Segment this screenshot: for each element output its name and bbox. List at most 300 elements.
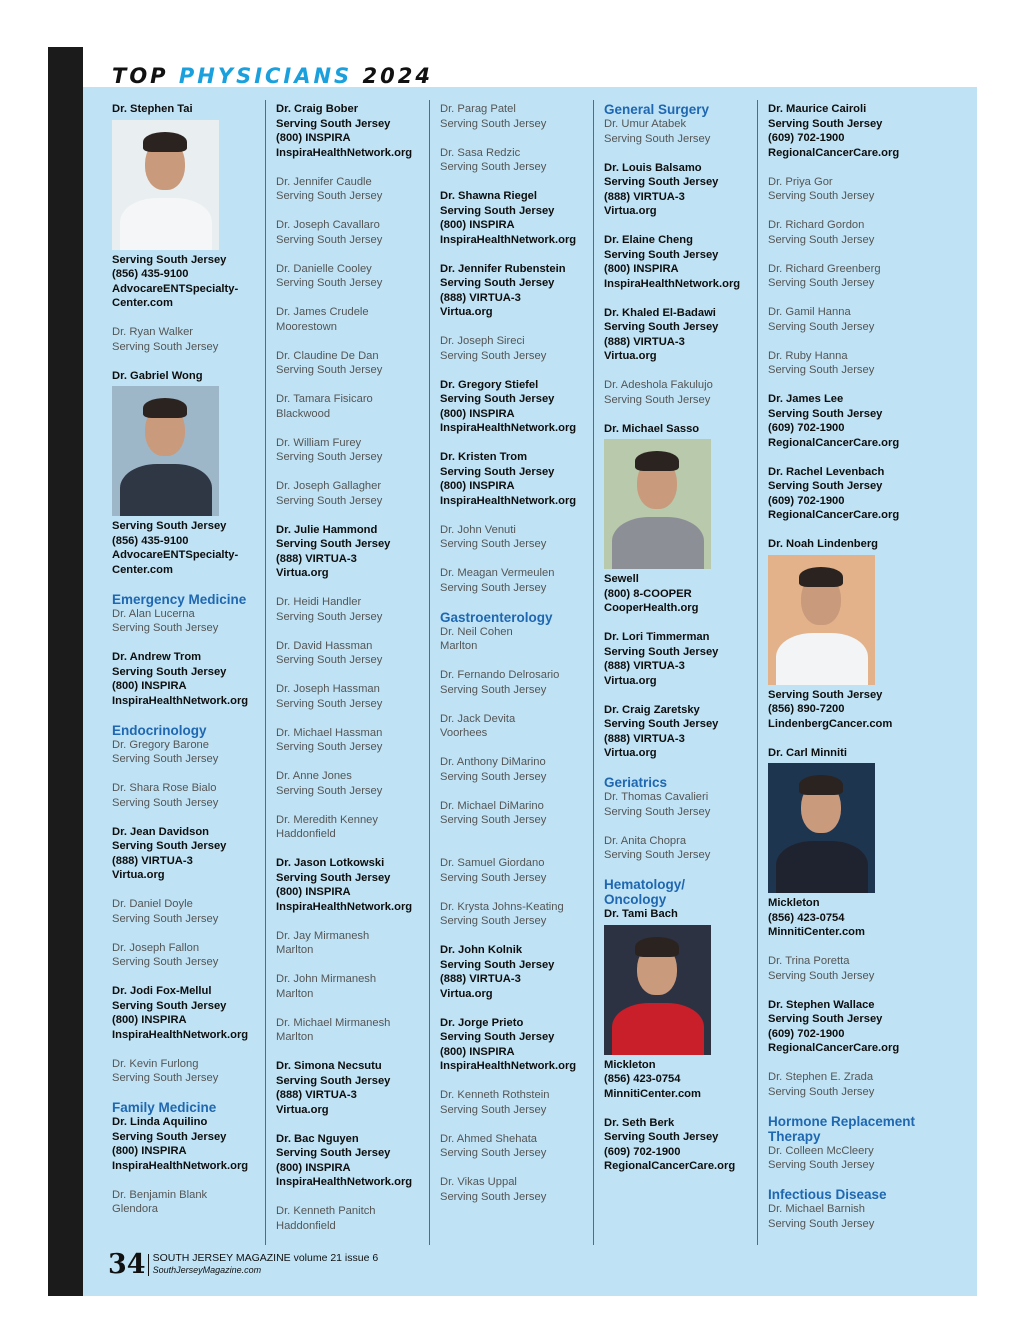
specialty-heading: Family Medicine [112, 1100, 217, 1115]
physician-entry [112, 1057, 262, 1086]
entry-line: Serving South Jersey [112, 622, 219, 634]
entry-line: (800) INSPIRA [276, 1161, 351, 1174]
entry-line-primary: Dr. Jennifer Rubenstein [440, 262, 566, 275]
physician-entry [440, 146, 590, 175]
physician-entry [276, 392, 426, 421]
entry-line: LindenbergCancer.com [768, 717, 893, 730]
entry-line: (888) VIRTUA-3 [276, 1089, 357, 1101]
entry-line-primary: Dr. David Hassman [276, 639, 373, 652]
physician-entry [768, 1202, 918, 1231]
entry-line-primary: Dr. Joseph Fallon [112, 941, 200, 954]
entry-line: InspiraHealthNetwork.org [604, 277, 741, 290]
entry-line: (800) INSPIRA [276, 132, 351, 144]
entry-line-primary: Dr. Heidi Handler [276, 596, 362, 608]
physician-entry [276, 682, 426, 711]
entry-line-primary: Dr. Krysta Johns-Keating [440, 900, 564, 913]
entry-line: Haddonfield [276, 1219, 336, 1232]
entry-line-primary: Dr. Anita Chopra [604, 834, 687, 847]
entry-line: (888) VIRTUA-3 [112, 854, 193, 867]
entry-line-primary: Dr. Seth Berk [604, 1116, 675, 1129]
entry-line: (888) VIRTUA-3 [440, 973, 521, 985]
physician-entry [768, 688, 918, 732]
entry-line: Serving South Jersey [276, 610, 383, 623]
entry-line: InspiraHealthNetwork.org [112, 1159, 249, 1172]
entry-line-primary: Dr. Kevin Furlong [112, 1057, 199, 1070]
physician-entry [440, 755, 590, 784]
entry-line: InspiraHealthNetwork.org [440, 1060, 577, 1072]
entry-line: (800) INSPIRA [440, 1045, 515, 1058]
physician-photo [604, 439, 711, 569]
entry-line-primary: Dr. Jennifer Caudle [276, 175, 372, 188]
physician-entry [440, 625, 590, 654]
entry-line-primary: Dr. Jay Mirmanesh [276, 929, 370, 942]
column-5 [768, 102, 918, 1246]
entry-line-primary: Dr. Andrew Trom [112, 651, 202, 663]
entry-line: Serving South Jersey [768, 1013, 883, 1025]
entry-line: Serving South Jersey [276, 697, 383, 710]
entry-line: InspiraHealthNetwork.org [276, 900, 413, 913]
entry-line: InspiraHealthNetwork.org [276, 1176, 413, 1188]
physician-entry [112, 650, 262, 708]
entry-line: Serving South Jersey [440, 871, 547, 884]
physician-entry [768, 262, 918, 291]
entry-line-primary: Dr. Meredith Kenney [276, 813, 378, 826]
entry-line: Serving South Jersey [276, 277, 383, 289]
physician-entry [276, 595, 426, 624]
physician-entry [440, 102, 590, 131]
physician-entry [604, 630, 754, 688]
column-3 [440, 102, 590, 1219]
entry-line-primary: Dr. Jack Devita [440, 712, 516, 725]
entry-line: (856) 890-7200 [768, 703, 845, 715]
entry-line-primary: Dr. Lori Timmerman [604, 631, 710, 643]
column-1 [112, 102, 262, 1231]
footer-separator [148, 1254, 149, 1276]
entry-line-primary: Dr. Michael Sasso [604, 422, 700, 435]
entry-line: Serving South Jersey [768, 1217, 875, 1230]
entry-line: Serving South Jersey [604, 849, 711, 861]
entry-line: Serving South Jersey [440, 1147, 547, 1159]
entry-line: Blackwood [276, 407, 331, 420]
physician-entry [112, 607, 262, 636]
physician-entry [440, 566, 590, 595]
specialty-heading: Endocrinology [112, 722, 207, 738]
entry-line-primary: Dr. Benjamin Blank [112, 1188, 208, 1201]
entry-line: Serving South Jersey [440, 770, 547, 783]
entry-line: Serving South Jersey [768, 364, 875, 376]
physician-entry [112, 519, 262, 577]
entry-line-primary: Dr. Jason Lotkowski [276, 857, 385, 869]
photo-hair-shape [799, 567, 843, 587]
entry-line: Serving South Jersey [440, 161, 547, 173]
physician-entry [604, 306, 754, 364]
physician-entry [440, 334, 590, 363]
entry-line: Serving South Jersey [276, 233, 383, 246]
entry-line: (800) INSPIRA [440, 407, 515, 420]
physician-entry [604, 834, 754, 863]
entry-line: Glendora [112, 1203, 159, 1215]
entry-line: Serving South Jersey [440, 683, 547, 696]
entry-line: Serving South Jersey [276, 654, 383, 666]
entry-line: Serving South Jersey [112, 796, 219, 809]
physician-entry [112, 941, 262, 970]
entry-line: RegionalCancerCare.org [604, 1160, 736, 1172]
entry-line-primary: Dr. James Lee [768, 393, 844, 405]
physician-photo [112, 386, 219, 516]
entry-line: MinnitiCenter.com [768, 926, 865, 938]
physician-entry [768, 392, 918, 450]
entry-line: AdvocareENTSpecialty- [112, 282, 239, 295]
entry-line-primary: Dr. Rachel Levenbach [768, 465, 885, 478]
physician-entry [604, 907, 754, 922]
entry-line: Virtua.org [276, 567, 329, 579]
physician-entry [112, 897, 262, 926]
entry-line: Serving South Jersey [604, 248, 719, 261]
entry-line-primary: Dr. Bac Nguyen [276, 1132, 359, 1145]
entry-line: Serving South Jersey [276, 1074, 391, 1087]
photo-body-shape [776, 633, 868, 685]
entry-line: Virtua.org [440, 987, 493, 1000]
entry-line: (888) VIRTUA-3 [604, 660, 685, 672]
entry-line: (856) 435-9100 [112, 534, 189, 547]
entry-line: Serving South Jersey [276, 190, 383, 202]
physician-entry [112, 825, 262, 883]
entry-line: Serving South Jersey [112, 840, 227, 852]
entry-line: Serving South Jersey [112, 999, 227, 1012]
entry-line: AdvocareENTSpecialty- [112, 549, 239, 561]
entry-line: Serving South Jersey [440, 1031, 555, 1043]
physician-entry [440, 378, 590, 436]
entry-line: Serving South Jersey [276, 741, 383, 753]
entry-line: Serving South Jersey [440, 117, 547, 130]
entry-line: RegionalCancerCare.org [768, 146, 900, 159]
specialty-heading: Therapy [768, 1128, 821, 1144]
entry-line-primary: Dr. Neil Cohen [440, 625, 513, 638]
entry-line: Serving South Jersey [440, 581, 547, 594]
physician-entry [768, 465, 918, 523]
photo-body-shape [120, 464, 212, 516]
entry-line: Serving South Jersey [768, 190, 875, 202]
entry-line-primary: Dr. Colleen McCleery [768, 1144, 874, 1157]
physician-entry [276, 1204, 426, 1233]
physician-entry [604, 572, 754, 616]
entry-line-primary: Dr. Alan Lucerna [112, 607, 195, 620]
entry-line: Serving South Jersey [276, 871, 391, 884]
physician-entry [276, 523, 426, 581]
physician-entry [276, 639, 426, 668]
entry-line: MinnitiCenter.com [604, 1087, 701, 1100]
physician-entry [440, 1088, 590, 1117]
entry-line-primary: Dr. Michael Hassman [276, 726, 383, 739]
entry-line-primary: Dr. Kenneth Rothstein [440, 1089, 550, 1101]
entry-line-primary: Dr. Kristen Trom [440, 451, 528, 463]
entry-line-primary: Dr. Anne Jones [276, 770, 352, 782]
entry-line-primary: Dr. Samuel Giordano [440, 857, 545, 869]
entry-line-primary: Dr. Elaine Cheng [604, 234, 693, 246]
column-divider [265, 100, 266, 1245]
entry-line: Serving South Jersey [440, 538, 547, 550]
physician-entry [440, 668, 590, 697]
physician-entry [440, 799, 590, 828]
entry-line-primary: Serving South Jersey [112, 520, 227, 532]
physician-entry [112, 102, 262, 117]
column-divider [593, 100, 594, 1245]
entry-line-primary: Dr. Shara Rose Bialo [112, 782, 217, 794]
physician-entry [604, 703, 754, 761]
physician-photo [112, 120, 219, 250]
physician-entry [440, 856, 590, 885]
entry-line: Virtua.org [604, 205, 657, 217]
page-edge-bar [48, 47, 83, 1296]
entry-line: Voorhees [440, 727, 488, 739]
entry-line-primary: Dr. William Furey [276, 436, 362, 449]
physician-entry [276, 436, 426, 465]
entry-line-primary: Dr. John Mirmanesh [276, 973, 377, 985]
entry-line: Serving South Jersey [768, 407, 883, 420]
physician-entry [276, 929, 426, 958]
entry-line-primary: Dr. Julie Hammond [276, 523, 378, 536]
entry-line: Serving South Jersey [276, 494, 383, 507]
entry-line-primary: Dr. Jodi Fox-Mellul [112, 985, 212, 997]
entry-line: Serving South Jersey [112, 665, 227, 678]
magazine-url: SouthJerseyMagazine.com [152, 1265, 262, 1275]
specialty-heading: Infectious Disease [768, 1187, 887, 1202]
entry-line-primary: Dr. Daniel Doyle [112, 898, 193, 910]
entry-line: (800) INSPIRA [440, 219, 515, 231]
entry-line-primary: Mickleton [768, 897, 820, 909]
entry-line-primary: Dr. Michael Mirmanesh [276, 1016, 391, 1029]
physician-entry [112, 253, 262, 311]
physician-entry [276, 813, 426, 842]
entry-line: RegionalCancerCare.org [768, 436, 900, 449]
entry-line: (888) VIRTUA-3 [604, 335, 685, 348]
entry-line: Virtua.org [112, 869, 165, 881]
entry-line: Serving South Jersey [768, 233, 875, 246]
entry-line-primary: Dr. Richard Gordon [768, 219, 865, 231]
photo-hair-shape [635, 451, 679, 471]
entry-line-primary: Sewell [604, 573, 639, 585]
entry-line: (609) 702-1900 [604, 1145, 681, 1158]
entry-line: InspiraHealthNetwork.org [112, 1028, 249, 1041]
entry-line-primary: Dr. Ryan Walker [112, 326, 194, 338]
photo-hair-shape [143, 132, 187, 152]
entry-line-primary: Dr. Ruby Hanna [768, 349, 848, 362]
entry-line: Serving South Jersey [112, 1072, 219, 1084]
page-footer [108, 1250, 378, 1280]
photo-body-shape [612, 517, 704, 569]
physician-entry [768, 1070, 918, 1099]
entry-line-primary: Dr. Michael DiMarino [440, 799, 544, 812]
entry-line-primary: Dr. Joseph Gallagher [276, 480, 382, 492]
entry-line-primary: Dr. Vikas Uppal [440, 1176, 517, 1188]
entry-line: Serving South Jersey [604, 645, 719, 658]
entry-line: Serving South Jersey [440, 958, 555, 971]
entry-line: (800) INSPIRA [112, 1014, 187, 1026]
entry-line-primary: Dr. Craig Bober [276, 103, 359, 115]
entry-line: Serving South Jersey [440, 465, 555, 478]
physician-entry [276, 856, 426, 914]
entry-line-primary: Dr. Danielle Cooley [276, 262, 372, 275]
physician-entry [440, 943, 590, 1001]
entry-line: Serving South Jersey [276, 451, 383, 463]
entry-line: (800) INSPIRA [112, 680, 187, 692]
physician-entry [604, 790, 754, 819]
entry-line: Virtua.org [276, 1103, 329, 1116]
photo-body-shape [612, 1003, 704, 1055]
physician-entry [440, 1132, 590, 1161]
physician-entry [276, 1132, 426, 1190]
physician-entry [440, 523, 590, 552]
entry-line: Virtua.org [604, 674, 657, 687]
entry-line-primary: Serving South Jersey [112, 253, 227, 266]
entry-line-primary: Dr. Stephen E. Zrada [768, 1071, 874, 1083]
physician-entry [440, 712, 590, 741]
entry-line: Serving South Jersey [112, 753, 219, 765]
entry-line-primary: Dr. Noah Lindenberg [768, 538, 879, 550]
entry-line: Serving South Jersey [604, 718, 719, 730]
entry-line: Serving South Jersey [768, 969, 875, 982]
photo-body-shape [120, 198, 212, 250]
physician-entry [112, 738, 262, 767]
entry-line: Marlton [276, 1031, 314, 1043]
physician-entry [276, 218, 426, 247]
entry-line-primary: Dr. Gabriel Wong [112, 369, 203, 382]
entry-line: (888) VIRTUA-3 [276, 552, 357, 565]
physician-entry [276, 972, 426, 1001]
physician-entry [276, 479, 426, 508]
entry-line: (800) INSPIRA [112, 1145, 187, 1157]
specialty-heading: Hematology/ [604, 877, 686, 892]
entry-line-primary: Dr. Umur Atabek [604, 118, 687, 130]
entry-line: (800) INSPIRA [604, 263, 679, 275]
entry-line-primary: Dr. Jorge Prieto [440, 1016, 524, 1029]
physician-entry [604, 233, 754, 291]
entry-line: InspiraHealthNetwork.org [440, 233, 577, 246]
physician-entry [112, 1188, 262, 1217]
entry-line-primary: Dr. Linda Aquilino [112, 1116, 208, 1128]
entry-line: Serving South Jersey [604, 393, 711, 406]
entry-line-primary: Dr. Parag Patel [440, 103, 516, 115]
physician-entry [276, 102, 426, 160]
entry-line-primary: Dr. Carl Minniti [768, 746, 847, 759]
physician-entry [768, 175, 918, 204]
entry-line: Serving South Jersey [768, 1159, 875, 1171]
entry-line-primary: Dr. Stephen Tai [112, 103, 193, 115]
entry-line: (888) VIRTUA-3 [440, 291, 521, 304]
physician-entry [112, 984, 262, 1042]
physician-entry [112, 1115, 262, 1173]
entry-line: Serving South Jersey [604, 132, 711, 145]
physician-entry [604, 422, 754, 437]
entry-line: Serving South Jersey [112, 340, 219, 353]
entry-line: (800) INSPIRA [276, 886, 351, 898]
entry-line-primary: Dr. Stephen Wallace [768, 998, 875, 1011]
physician-entry [276, 262, 426, 291]
entry-line-primary: Dr. Claudine De Dan [276, 349, 379, 362]
physician-entry [604, 117, 754, 146]
entry-line: Haddonfield [276, 828, 336, 840]
entry-line: (888) VIRTUA-3 [604, 190, 685, 203]
entry-line: Serving South Jersey [604, 176, 719, 188]
physician-entry [440, 1175, 590, 1204]
physician-entry [440, 900, 590, 929]
entry-line: Virtua.org [604, 350, 657, 362]
entry-line-primary: Dr. Gregory Barone [112, 738, 209, 751]
specialty-heading: Geriatrics [604, 775, 668, 790]
entry-line: Serving South Jersey [440, 393, 555, 405]
entry-line: Serving South Jersey [604, 1131, 719, 1143]
specialty-heading: General Surgery [604, 102, 710, 117]
entry-line-primary: Dr. Trina Poretta [768, 955, 850, 967]
entry-line: Serving South Jersey [440, 814, 547, 826]
entry-line-primary: Dr. Jean Davidson [112, 825, 209, 838]
physician-entry [276, 349, 426, 378]
physician-entry [768, 998, 918, 1056]
entry-line-primary: Dr. Louis Balsamo [604, 161, 702, 174]
entry-line: Center.com [112, 563, 173, 576]
entry-line: Serving South Jersey [768, 117, 883, 130]
entry-line-primary: Dr. Gamil Hanna [768, 306, 851, 318]
entry-line: InspiraHealthNetwork.org [276, 146, 413, 159]
entry-line-primary: Dr. Gregory Stiefel [440, 378, 539, 391]
entry-line: (856) 435-9100 [112, 268, 189, 280]
entry-line: Virtua.org [440, 306, 493, 318]
entry-line: Serving South Jersey [276, 1147, 391, 1159]
entry-line: Serving South Jersey [276, 117, 391, 130]
entry-line-primary: Dr. Richard Greenberg [768, 262, 881, 275]
photo-hair-shape [799, 775, 843, 795]
entry-line: Serving South Jersey [440, 277, 555, 289]
specialty-heading: Hormone Replacement [768, 1113, 916, 1129]
entry-line-primary: Dr. Thomas Cavalieri [604, 791, 709, 803]
specialty-heading: Emergency Medicine [112, 591, 247, 607]
entry-line: (609) 702-1900 [768, 422, 845, 434]
entry-line-primary: Dr. Tami Bach [604, 908, 678, 920]
entry-line: Serving South Jersey [440, 915, 547, 927]
physician-entry [768, 746, 918, 761]
entry-line: Serving South Jersey [768, 277, 875, 289]
entry-line: (856) 423-0754 [604, 1073, 681, 1085]
entry-line: Serving South Jersey [276, 364, 383, 376]
physician-entry [440, 1016, 590, 1074]
entry-line: CooperHealth.org [604, 602, 699, 614]
entry-line-primary: Dr. Sasa Redzic [440, 146, 521, 159]
column-spacer [440, 842, 590, 856]
physician-photo [768, 763, 875, 893]
entry-line: Serving South Jersey [440, 204, 555, 217]
column-4 [604, 102, 754, 1188]
column-divider [757, 100, 758, 1245]
specialty-heading: Gastroenterology [440, 609, 553, 625]
entry-line: Moorestown [276, 320, 337, 333]
entry-line-primary: Dr. Kenneth Panitch [276, 1205, 376, 1217]
physician-entry [276, 1059, 426, 1117]
entry-line: Serving South Jersey [604, 321, 719, 333]
entry-line: Serving South Jersey [768, 320, 875, 333]
entry-line-primary: Dr. Michael Barnish [768, 1203, 865, 1215]
physician-entry [440, 189, 590, 247]
entry-line: InspiraHealthNetwork.org [440, 494, 577, 507]
physician-entry [112, 369, 262, 384]
entry-line: Serving South Jersey [440, 1190, 547, 1203]
entry-line-primary: Dr. Khaled El-Badawi [604, 306, 716, 319]
magazine-name: SOUTH JERSEY MAGAZINE volume 21 issue 6 [152, 1252, 379, 1264]
entry-line: Marlton [276, 944, 314, 956]
entry-line: Marlton [440, 640, 478, 652]
entry-line: Serving South Jersey [440, 349, 547, 362]
entry-line: Serving South Jersey [276, 538, 391, 550]
physician-entry [112, 781, 262, 810]
